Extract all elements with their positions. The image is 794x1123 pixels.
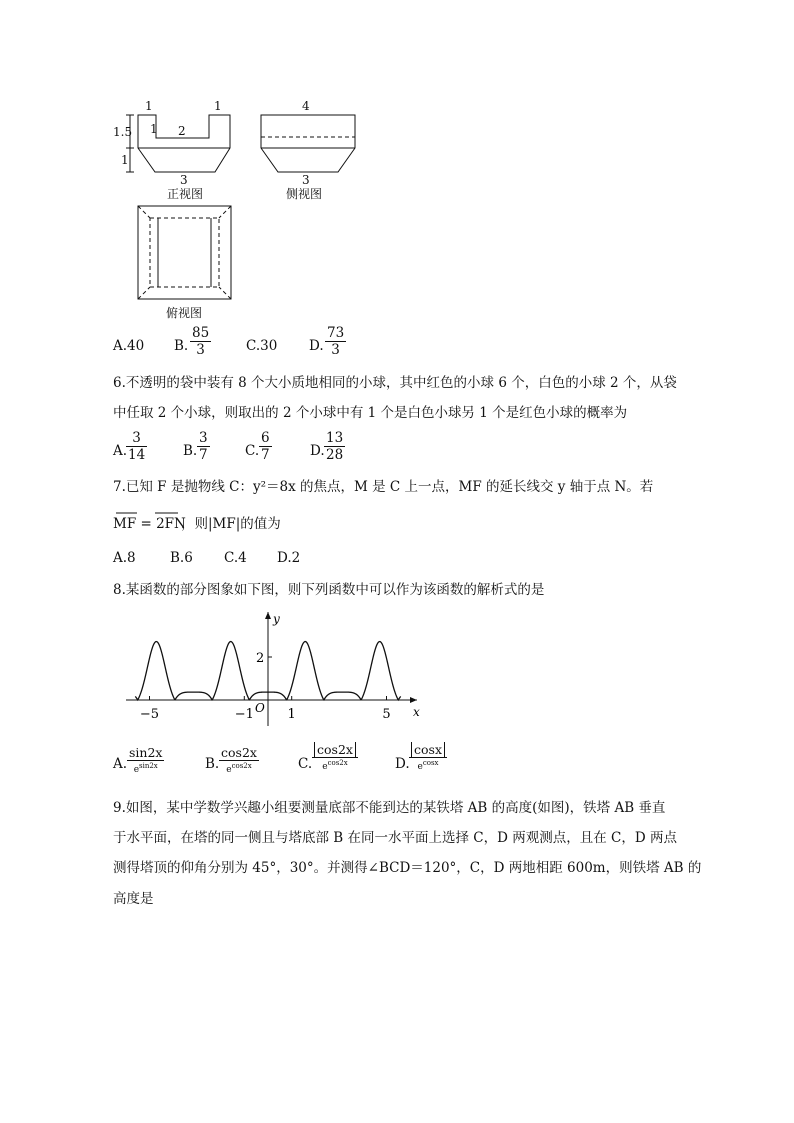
front-view-caption: 正视图 [167,187,204,201]
q5-option-d-prefix: D. [309,338,324,354]
x-axis-label: x [413,705,420,719]
x-tick-label: −1 [234,707,254,722]
q9-stem-line2: 于水平面，在塔的同一侧且与塔底部 B 在同一水平面上选择 C，D 两观测点，且在 C，D 两点 [113,830,677,846]
q9-stem-line3: 测得塔顶的仰角分别为 45°，30°。并测得∠BCD＝120°，C，D 两地相距 600m，则铁塔 AB 的 [113,860,702,876]
y-tick-label: 2 [256,651,265,666]
x-axis-arrow [410,697,417,703]
q6-d-numerator: 13 [326,430,344,446]
function-graph [120,608,425,730]
side-dim-top: 4 [302,99,310,113]
q6-b-numerator: 3 [199,430,208,446]
q5-d-numerator: 73 [327,325,345,341]
q5-option-d-fraction [325,325,346,358]
q8-d-numerator: cosx [411,742,445,757]
q8-a-numerator: sin2x [129,745,163,760]
chart-axes [126,612,420,726]
q8-c-denominator: $e^{cos2x}$ [312,757,358,772]
q6-d-denominator: 28 [326,447,344,463]
q5-b-denominator: 3 [190,341,211,358]
x-tick-label: 1 [287,707,296,722]
q8-d-denominator: $e^{cosx}$ [409,757,447,772]
q9-stem-line1: 9.如图，某中学数学兴趣小组要测量底部不能到达的某铁塔 AB 的高度(如图)，铁塔 AB 垂直 [113,800,666,816]
q7-stem-line1: 7.已知 F 是抛物线 C：y²＝8x 的焦点，M 是 C 上一点，MF 的延长线交 y 轴于点 N。若 [113,479,654,495]
q8-c-numerator: cos2x [314,742,356,757]
q8-stem: 8.某函数的部分图象如下图，则下列函数中可以作为该函数的解析式的是 [113,582,545,598]
q8-c-prefix: C. [298,756,313,772]
q8-d-fraction [409,742,447,772]
side-view-caption: 侧视图 [286,187,323,201]
q5-b-numerator: 85 [192,325,210,341]
q6-option-b-prefix: B. [183,443,198,459]
q6-c-numerator: 6 [261,430,270,446]
q6-option-d-fraction [324,430,345,463]
q5-option-b-fraction [190,325,211,358]
origin-label: O [255,701,265,715]
q8-a-denominator: $e^{sin2x}$ [127,760,164,775]
front-dim-top-right: 1 [214,99,222,113]
front-dim-bottom: 3 [180,173,188,187]
side-view-drawing [261,115,355,172]
q5-option-b-prefix: B. [174,338,189,354]
q8-c-fraction [312,742,358,772]
side-dim-bottom: 3 [302,173,310,187]
q6-option-d-prefix: D. [310,443,325,459]
q8-d-prefix: D. [395,756,410,772]
q7-stem-rest: ，则|MF|的值为 [181,516,281,532]
q6-b-denominator: 7 [199,447,208,463]
q6-option-b-fraction [197,430,210,463]
q6-option-a-prefix: A. [113,443,128,459]
q6-option-a-fraction [126,430,147,463]
q7-vector-equation: MF = 2FN [113,516,186,532]
q6-a-numerator: 3 [132,430,141,446]
q6-option-c-prefix: C. [245,443,260,459]
top-view-caption: 俯视图 [166,306,203,320]
q8-a-fraction [127,745,164,775]
q6-stem-line1: 6.不透明的袋中装有 8 个大小质地相同的小球，其中红色的小球 6 个，白色的小球 2 个，从袋 [113,375,677,391]
q5-option-c: C.30 [246,338,278,354]
q8-b-prefix: B. [205,756,220,772]
q5-option-a: A.40 [113,338,145,354]
y-axis-label: y [273,612,280,626]
q8-b-fraction [219,745,259,775]
three-view-figure [110,95,370,320]
front-dim-inner-left: 1 [150,122,158,136]
q7-option-b: B.6 [170,550,193,566]
y-axis-arrow [265,612,271,619]
front-dim-inner-bottom: 2 [178,124,186,138]
x-tick-label: 5 [382,707,391,722]
front-dim-height-upper: 1.5 [113,125,133,139]
front-dim-top-left: 1 [145,99,153,113]
q7-option-d: D.2 [277,550,301,566]
q8-b-denominator: $e^{cos2x}$ [219,760,259,775]
q8-b-numerator: cos2x [221,745,257,760]
q9-stem-line4: 高度是 [113,891,154,907]
vector-arrows [115,510,181,515]
q8-a-prefix: A. [113,756,128,772]
q7-option-a: A.8 [113,550,136,566]
q7-option-c: C.4 [224,550,247,566]
q6-c-denominator: 7 [261,447,270,463]
q6-stem-line2: 中任取 2 个小球，则取出的 2 个小球中有 1 个是白色小球另 1 个是红色小球的概率为 [113,405,628,421]
q6-a-denominator: 14 [128,447,146,463]
front-dim-height-lower: 1 [121,153,129,167]
x-tick-label: −5 [139,707,160,722]
top-view-drawing [138,206,231,299]
q5-d-denominator: 3 [325,341,346,358]
q6-option-c-fraction [259,430,272,463]
